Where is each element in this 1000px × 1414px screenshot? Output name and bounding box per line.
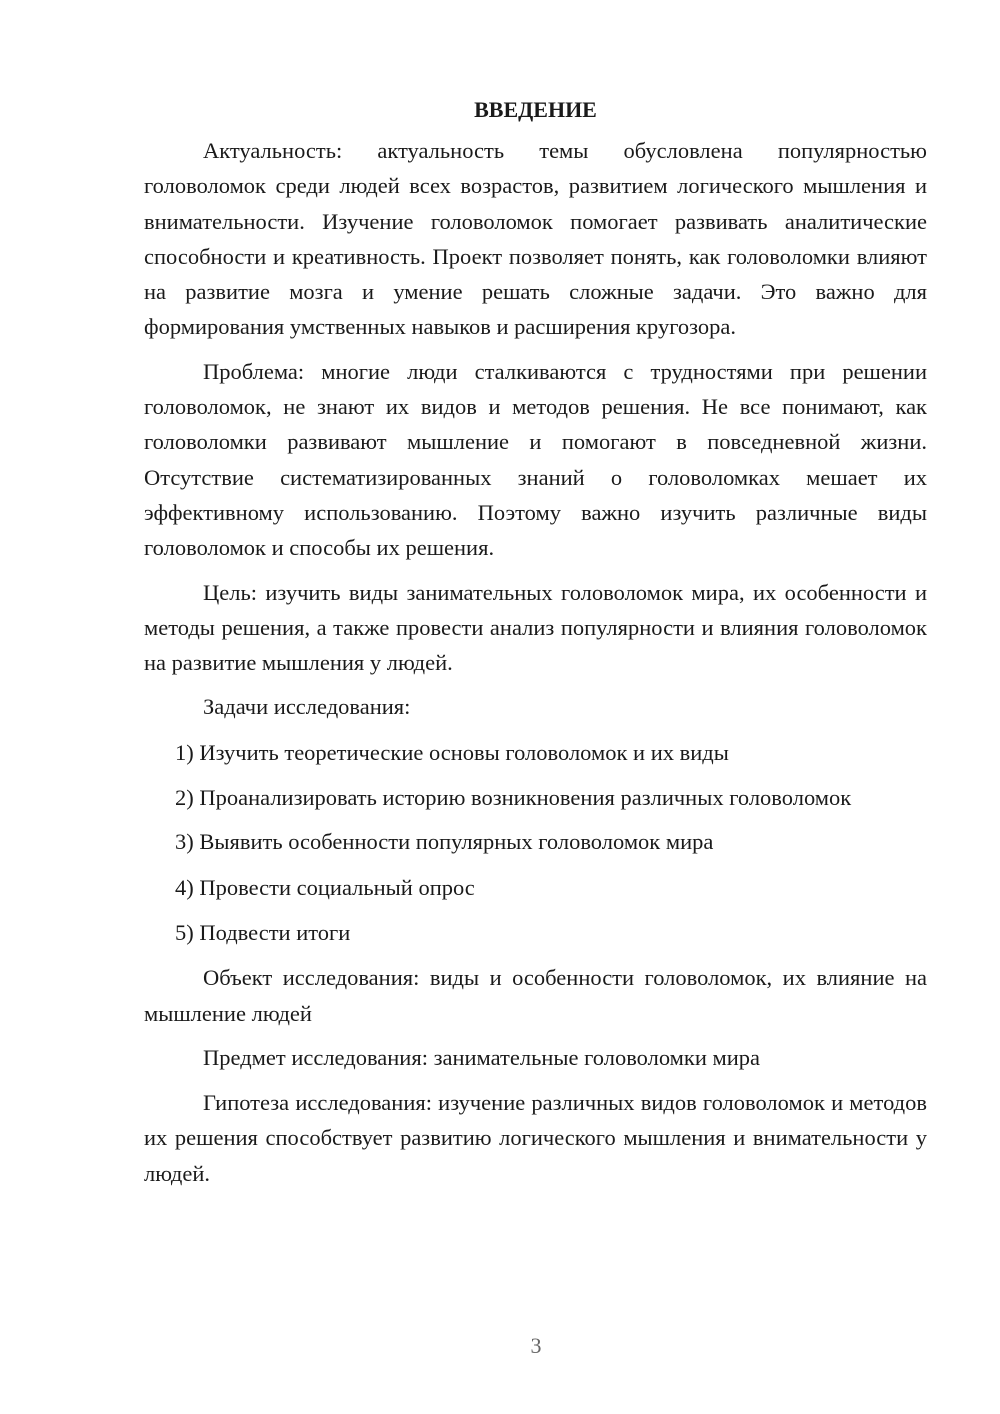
paragraph-relevance: Актуальность: актуальность темы обусловлена популярностью головоломок среди людей всех возрастов, развитием логического мышления и внимательности. Изучение головоломок помогает развивать аналитические способности и креативность. Проект позволяет понять, как головоломки влияют на развитие мозга и умение решать сложные задачи. Это важно для формирования умственных навыков и расширения кругозора.	[144, 138, 927, 340]
paragraph-subject: Предмет исследования: занимательные головоломки мира	[203, 1044, 761, 1070]
paragraph-object: Объект исследования: виды и особенности головоломок, их влияние на мышление людей	[144, 965, 927, 1026]
paragraph-goal: Цель: изучить виды занимательных головоломок мира, их особенности и методы решения, а также провести анализ популярности и влияния головоломок на развитие мышления у людей.	[144, 579, 927, 676]
paragraph-problem: Проблема: многие люди сталкиваются с трудностями при решении головоломок, не знают их видов и методов решения. Не все понимают, как головоломки развивают мышление и помогают в повседневной жизни. Отсутствие систематизированных знаний о головоломках мешает их эффективному использованию. Поэтому важно изучить различные виды головоломок и способы их решения.	[144, 358, 927, 561]
page-number: 3	[530, 1333, 542, 1358]
page-body	[144, 93, 927, 1200]
section-title: ВВЕДЕНИЕ	[474, 97, 597, 122]
tasks-heading: Задачи исследования:	[203, 694, 411, 720]
paragraph-hypothesis: Гипотеза исследования: изучение различных видов головоломок и методов их решения способствует развитию логического мышления и внимательности у людей.	[144, 1090, 927, 1186]
task-item-4: 4) Провести социальный опрос	[175, 874, 475, 900]
task-item-1: 1) Изучить теоретические основы головоломок и их виды	[175, 739, 729, 765]
task-item-3: 3) Выявить особенности популярных головоломок мира	[175, 829, 714, 855]
task-item-2: 2) Проанализировать историю возникновения различных головоломок	[175, 785, 852, 811]
task-item-5: 5) Подвести итоги	[175, 919, 351, 945]
